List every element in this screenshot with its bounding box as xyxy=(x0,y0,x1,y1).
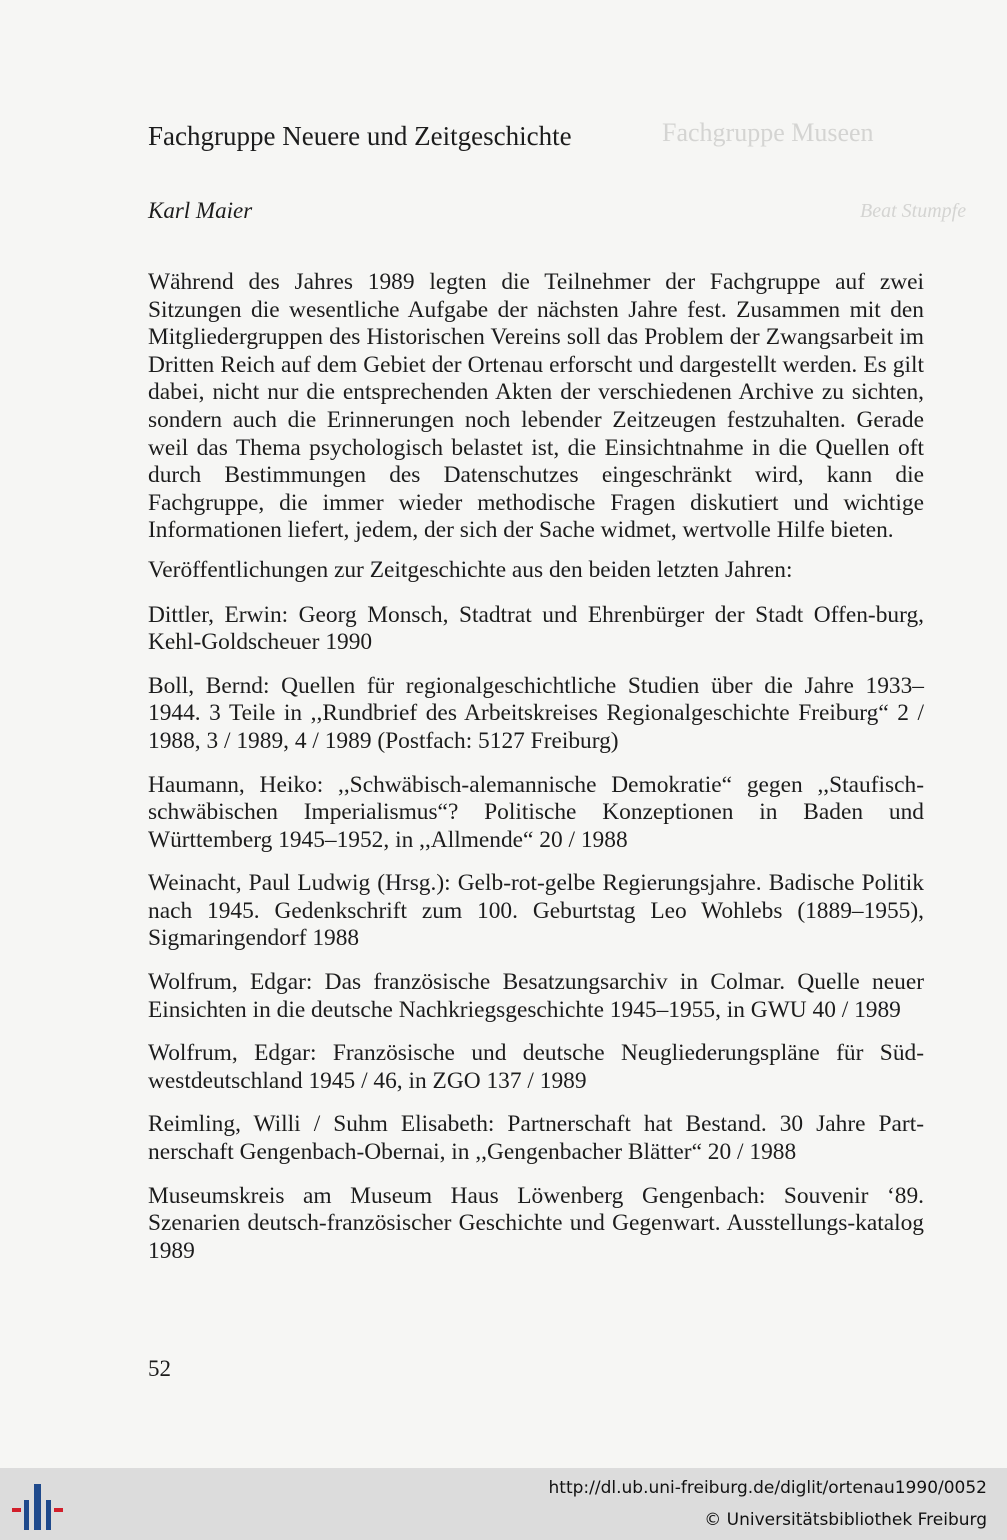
ub-freiburg-logo-icon[interactable] xyxy=(10,1482,66,1532)
body-paragraph: Während des Jahres 1989 legten die Teilnehmer der Fachgruppe auf zwei Sitzungen die wesentliche Aufgabe der nächsten Jahre fest. Zusammen mit den Mitgliedergruppen des Historischen Vereins soll das Problem der Zwangsarbeit im Dritten Reich auf dem Gebiet der Ortenau erforscht und dargestellt werden. Es gilt dabei, nicht nur die entsprechenden Akten der verschiedenen Archive zu sichten, sondern auch die Erinnerungen noch lebender Zeitzeugen festzuhalten. Gerade weil das Thema psychologisch belastet ist, die Einsichtnahme in die Quellen oft durch Bestimmungen des Datenschutzes eingeschränkt wird, kann die Fachgruppe, die immer wieder methodische Fragen diskutiert und wichtige Informationen liefert, jedem, der sich der Sache widmet, wertvolle Hilfe bieten. xyxy=(148,269,924,544)
reference-item: Haumann, Heiko: ,,Schwäbisch-alemannische Demokratie“ gegen ,,Staufisch-schwäbischen Imperialismus“? Politische Konzeptionen in Baden und Württemberg 1945–1952, in ,,Allmende“ 20 / 1988 xyxy=(148,771,924,853)
bleed-through-title: Fachgruppe Museen xyxy=(662,118,874,147)
page-title: Fachgruppe Neuere und Zeitgeschichte xyxy=(148,121,572,151)
reference-item: Dittler, Erwin: Georg Monsch, Stadtrat und Ehrenbürger der Stadt Offen-burg, Kehl-Goldscheuer 1990 xyxy=(148,601,924,656)
copyright-notice: © Universitätsbibliothek Freiburg xyxy=(704,1510,987,1530)
author-name: Karl Maier xyxy=(148,198,253,223)
page-content xyxy=(148,118,924,1265)
reference-item: Wolfrum, Edgar: Das französische Besatzungsarchiv in Colmar. Quelle neuer Einsichten in die deutsche Nachkriegsgeschichte 1945–1955, in GWU 40 / 1989 xyxy=(148,969,924,1023)
source-url-link[interactable]: http://dl.ub.uni-freiburg.de/diglit/ortenau1990/0052 xyxy=(548,1478,987,1498)
reference-item: Reimling, Willi / Suhm Elisabeth: Partnerschaft hat Bestand. 30 Jahre Part-nerschaft Gengenbach-Obernai, in ,,Gengenbacher Blätter“ 20 / 1988 xyxy=(148,1111,924,1166)
reference-item: Museumskreis am Museum Haus Löwenberg Gengenbach: Souvenir ‘89. Szenarien deutsch-französischer Geschichte und Gegenwart. Ausstellungs-katalog 1989 xyxy=(148,1182,924,1264)
reference-item: Boll, Bernd: Quellen für regionalgeschichtliche Studien über die Jahre 1933–1944. 3 Teile in ,,Rundbrief des Arbeitskreises Regionalgeschichte Freiburg“ 2 / 1988, 3 / 1989, 4 / 1989 (Postfach: 5127 Freiburg) xyxy=(148,672,924,754)
reference-item: Weinacht, Paul Ludwig (Hrsg.): Gelb-rot-gelbe Regierungsjahre. Badische Politik nach 1945. Gedenkschrift zum 100. Geburtstag Leo Wohlebs (1889–1955), Sigmaringendorf 1988 xyxy=(148,870,924,952)
reference-item: Wolfrum, Edgar: Französische und deutsche Neugliederungspläne für Süd-westdeutschland 1945 / 46, in ZGO 137 / 1989 xyxy=(148,1040,924,1094)
publications-intro: Veröffentlichungen zur Zeitgeschichte aus den beiden letzten Jahren: xyxy=(148,556,793,583)
page-number: 52 xyxy=(148,1356,171,1381)
library-footer xyxy=(0,1468,1007,1540)
bleed-through-author: Beat Stumpfe xyxy=(860,200,967,222)
